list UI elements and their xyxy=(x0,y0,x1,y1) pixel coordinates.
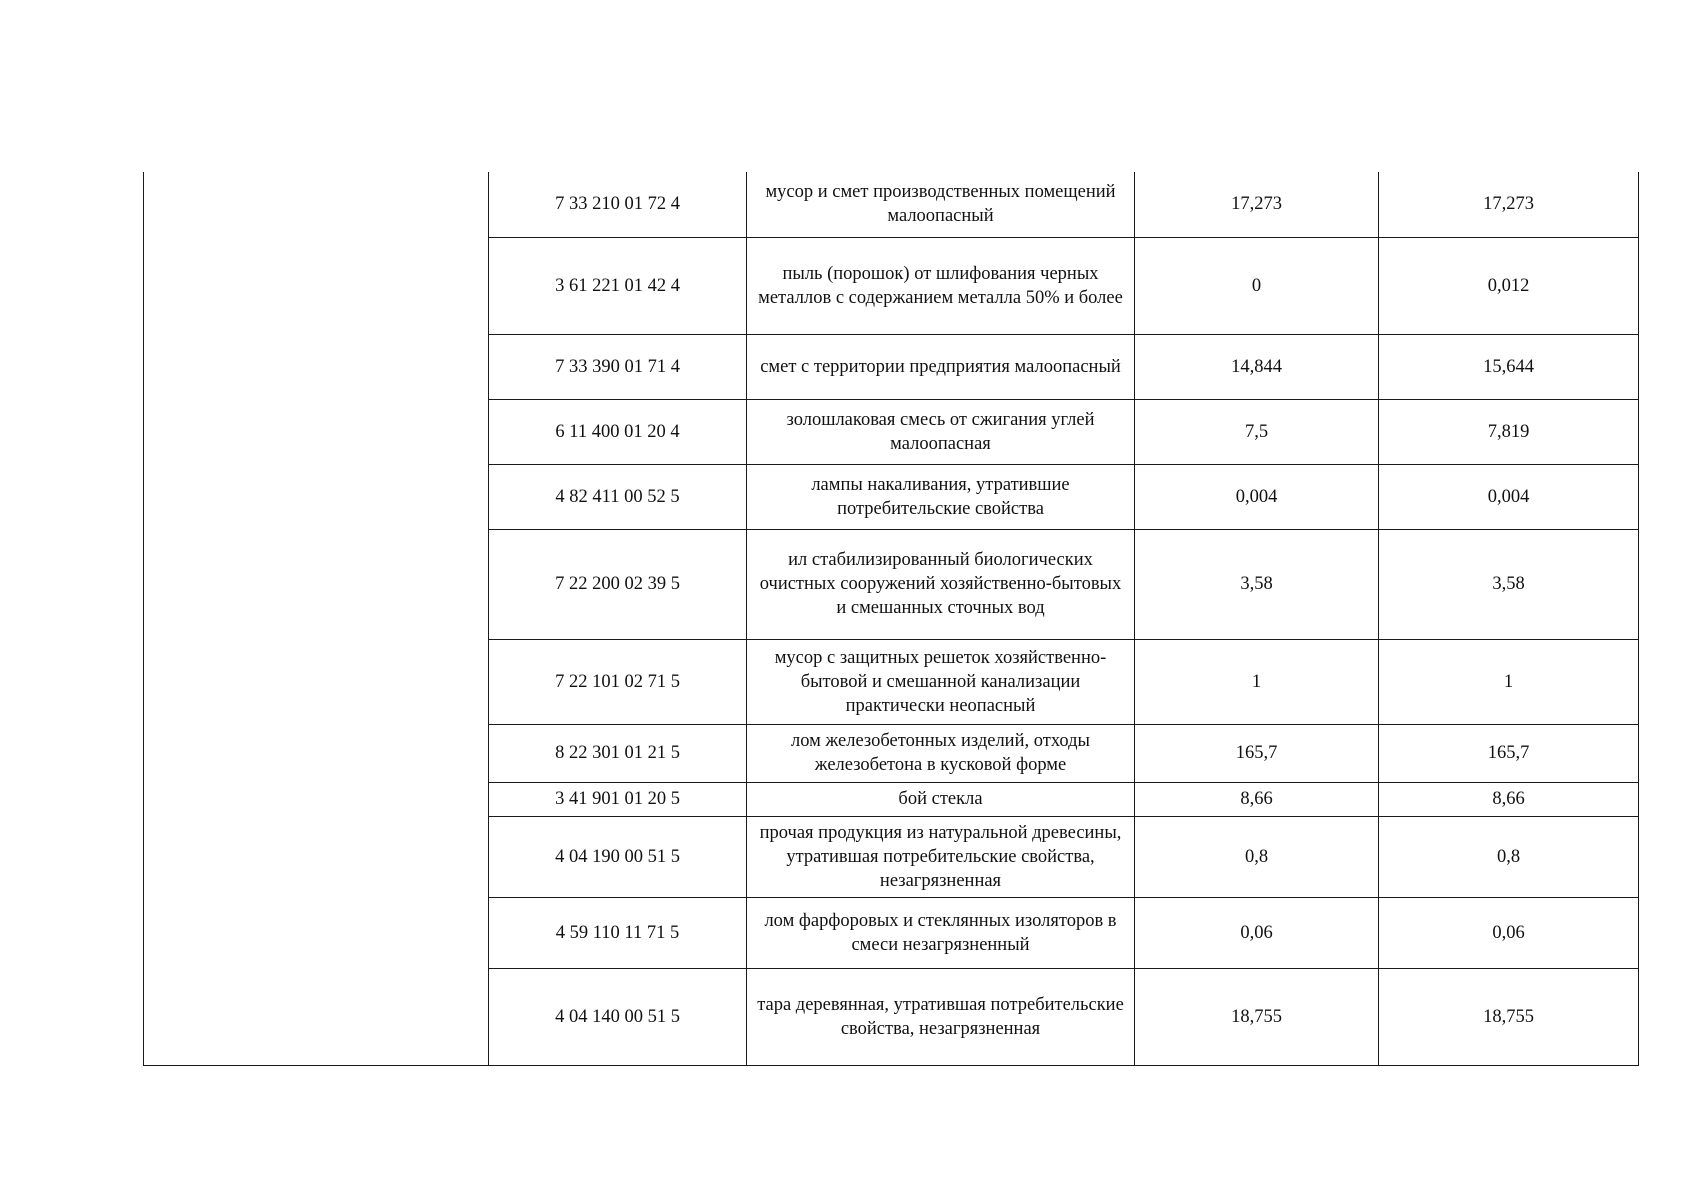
value-1-cell: 0,8 xyxy=(1135,816,1379,897)
waste-name-cell: пыль (порошок) от шлифования черных металлов с содержанием металла 50% и более xyxy=(747,237,1135,334)
waste-name-cell: смет с территории предприятия малоопасный xyxy=(747,334,1135,399)
waste-code-cell: 4 04 140 00 51 5 xyxy=(489,968,747,1065)
value-2-cell: 15,644 xyxy=(1379,334,1639,399)
value-2-cell: 165,7 xyxy=(1379,724,1639,782)
value-1-cell: 8,66 xyxy=(1135,782,1379,816)
value-1-cell: 3,58 xyxy=(1135,529,1379,639)
waste-code-cell: 7 22 101 02 71 5 xyxy=(489,639,747,724)
waste-name-cell: ил стабилизированный биологических очистных сооружений хозяйственно-бытовых и смешанных сточных вод xyxy=(747,529,1135,639)
waste-name-cell: золошлаковая смесь от сжигания углей малоопасная xyxy=(747,399,1135,464)
waste-name-cell: тара деревянная, утратившая потребительские свойства, незагрязненная xyxy=(747,968,1135,1065)
waste-code-cell: 7 22 200 02 39 5 xyxy=(489,529,747,639)
value-2-cell: 17,273 xyxy=(1379,172,1639,237)
waste-name-cell: мусор с защитных решеток хозяйственно-бытовой и смешанной канализации практически неопасный xyxy=(747,639,1135,724)
value-2-cell: 0,8 xyxy=(1379,816,1639,897)
waste-code-cell: 3 41 901 01 20 5 xyxy=(489,782,747,816)
value-1-cell: 165,7 xyxy=(1135,724,1379,782)
value-1-cell: 0 xyxy=(1135,237,1379,334)
waste-name-cell: прочая продукция из натуральной древесины, утратившая потребительские свойства, незагрязненная xyxy=(747,816,1135,897)
waste-name-cell: лом железобетонных изделий, отходы железобетона в кусковой форме xyxy=(747,724,1135,782)
waste-code-cell: 4 04 190 00 51 5 xyxy=(489,816,747,897)
waste-code-cell: 3 61 221 01 42 4 xyxy=(489,237,747,334)
table-row xyxy=(144,172,1639,237)
waste-name-cell: лом фарфоровых и стеклянных изоляторов в смеси незагрязненный xyxy=(747,897,1135,968)
value-1-cell: 17,273 xyxy=(1135,172,1379,237)
waste-name-cell: мусор и смет производственных помещений малоопасный xyxy=(747,172,1135,237)
value-2-cell: 0,06 xyxy=(1379,897,1639,968)
value-2-cell: 1 xyxy=(1379,639,1639,724)
value-2-cell: 0,012 xyxy=(1379,237,1639,334)
waste-code-cell: 4 82 411 00 52 5 xyxy=(489,464,747,529)
waste-code-cell: 4 59 110 11 71 5 xyxy=(489,897,747,968)
value-2-cell: 0,004 xyxy=(1379,464,1639,529)
value-1-cell: 14,844 xyxy=(1135,334,1379,399)
value-1-cell: 0,004 xyxy=(1135,464,1379,529)
value-1-cell: 0,06 xyxy=(1135,897,1379,968)
waste-code-cell: 7 33 210 01 72 4 xyxy=(489,172,747,237)
value-2-cell: 3,58 xyxy=(1379,529,1639,639)
value-1-cell: 1 xyxy=(1135,639,1379,724)
waste-code-cell: 8 22 301 01 21 5 xyxy=(489,724,747,782)
waste-code-cell: 7 33 390 01 71 4 xyxy=(489,334,747,399)
waste-code-cell: 6 11 400 01 20 4 xyxy=(489,399,747,464)
value-1-cell: 7,5 xyxy=(1135,399,1379,464)
value-2-cell: 18,755 xyxy=(1379,968,1639,1065)
merged-blank-cell xyxy=(144,172,489,1065)
value-1-cell: 18,755 xyxy=(1135,968,1379,1065)
value-2-cell: 7,819 xyxy=(1379,399,1639,464)
waste-name-cell: бой стекла xyxy=(747,782,1135,816)
waste-table xyxy=(143,172,1639,1066)
waste-name-cell: лампы накаливания, утратившие потребительские свойства xyxy=(747,464,1135,529)
value-2-cell: 8,66 xyxy=(1379,782,1639,816)
